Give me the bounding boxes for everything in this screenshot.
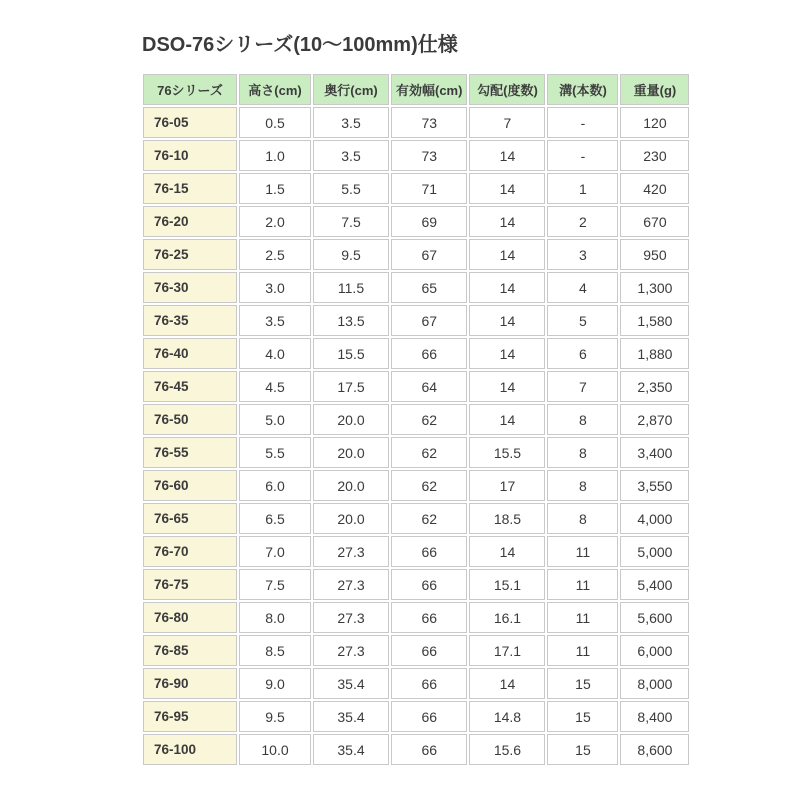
spec-cell: 27.3 — [313, 536, 389, 567]
table-row — [143, 140, 689, 171]
table-row — [143, 272, 689, 303]
column-header-2: 奥行(cm) — [313, 74, 389, 105]
spec-cell: 4.0 — [239, 338, 311, 369]
spec-cell: - — [547, 107, 618, 138]
spec-cell: 11 — [547, 635, 618, 666]
spec-cell: 9.0 — [239, 668, 311, 699]
spec-cell: 8 — [547, 503, 618, 534]
row-label: 76-80 — [143, 602, 237, 633]
spec-cell: 20.0 — [313, 404, 389, 435]
row-label: 76-40 — [143, 338, 237, 369]
spec-cell: 2,870 — [620, 404, 689, 435]
spec-cell: 230 — [620, 140, 689, 171]
spec-cell: 670 — [620, 206, 689, 237]
spec-cell: 11.5 — [313, 272, 389, 303]
table-row — [143, 404, 689, 435]
spec-cell: 3 — [547, 239, 618, 270]
row-label: 76-55 — [143, 437, 237, 468]
spec-cell: 7.5 — [313, 206, 389, 237]
header-row — [143, 74, 689, 105]
spec-cell: 17 — [469, 470, 545, 501]
row-label: 76-50 — [143, 404, 237, 435]
spec-cell: 27.3 — [313, 635, 389, 666]
spec-cell: 67 — [391, 239, 467, 270]
spec-cell: 35.4 — [313, 701, 389, 732]
row-label: 76-30 — [143, 272, 237, 303]
spec-cell: 8,400 — [620, 701, 689, 732]
spec-cell: 7 — [469, 107, 545, 138]
spec-cell: 2,350 — [620, 371, 689, 402]
spec-cell: 14 — [469, 206, 545, 237]
table-row — [143, 635, 689, 666]
spec-cell: 27.3 — [313, 602, 389, 633]
table-row — [143, 437, 689, 468]
row-label: 76-95 — [143, 701, 237, 732]
spec-cell: 8 — [547, 437, 618, 468]
spec-cell: 3.5 — [313, 107, 389, 138]
column-header-6: 重量(g) — [620, 74, 689, 105]
spec-cell: 14 — [469, 536, 545, 567]
spec-cell: 66 — [391, 734, 467, 765]
spec-cell: 17.5 — [313, 371, 389, 402]
spec-cell: 20.0 — [313, 470, 389, 501]
table-row — [143, 503, 689, 534]
column-header-1: 高さ(cm) — [239, 74, 311, 105]
spec-cell: 14 — [469, 272, 545, 303]
row-label: 76-45 — [143, 371, 237, 402]
spec-cell: 8,000 — [620, 668, 689, 699]
spec-cell: 8.5 — [239, 635, 311, 666]
spec-cell: 1,880 — [620, 338, 689, 369]
spec-cell: 17.1 — [469, 635, 545, 666]
spec-cell: 5,400 — [620, 569, 689, 600]
row-label: 76-20 — [143, 206, 237, 237]
spec-cell: 20.0 — [313, 437, 389, 468]
spec-cell: 8,600 — [620, 734, 689, 765]
row-label: 76-15 — [143, 173, 237, 204]
spec-cell: 16.1 — [469, 602, 545, 633]
spec-cell: 5.0 — [239, 404, 311, 435]
spec-cell: 4,000 — [620, 503, 689, 534]
spec-cell: 14 — [469, 239, 545, 270]
row-label: 76-70 — [143, 536, 237, 567]
spec-cell: 950 — [620, 239, 689, 270]
spec-cell: 1 — [547, 173, 618, 204]
spec-cell: 3,400 — [620, 437, 689, 468]
column-header-0: 76シリーズ — [143, 74, 237, 105]
row-label: 76-10 — [143, 140, 237, 171]
spec-cell: 15.5 — [313, 338, 389, 369]
spec-cell: 73 — [391, 140, 467, 171]
spec-cell: 27.3 — [313, 569, 389, 600]
spec-cell: 62 — [391, 404, 467, 435]
spec-cell: 14 — [469, 371, 545, 402]
spec-cell: 14 — [469, 668, 545, 699]
spec-cell: 66 — [391, 536, 467, 567]
spec-cell: 8 — [547, 470, 618, 501]
spec-cell: 3,550 — [620, 470, 689, 501]
table-row — [143, 701, 689, 732]
table-row — [143, 602, 689, 633]
spec-cell: 15.5 — [469, 437, 545, 468]
table-body — [143, 107, 689, 765]
table-row — [143, 239, 689, 270]
spec-cell: 5,000 — [620, 536, 689, 567]
spec-cell: 9.5 — [239, 701, 311, 732]
spec-cell: 18.5 — [469, 503, 545, 534]
spec-cell: 20.0 — [313, 503, 389, 534]
row-label: 76-90 — [143, 668, 237, 699]
spec-cell: 5,600 — [620, 602, 689, 633]
spec-cell: 35.4 — [313, 668, 389, 699]
spec-cell: 66 — [391, 602, 467, 633]
spec-table — [141, 72, 691, 767]
spec-cell: 3.0 — [239, 272, 311, 303]
spec-cell: 8 — [547, 404, 618, 435]
spec-cell: 15 — [547, 668, 618, 699]
spec-cell: 14.8 — [469, 701, 545, 732]
spec-cell: 7.5 — [239, 569, 311, 600]
spec-cell: 420 — [620, 173, 689, 204]
column-header-5: 溝(本数) — [547, 74, 618, 105]
spec-cell: 1,300 — [620, 272, 689, 303]
spec-cell: 67 — [391, 305, 467, 336]
row-label: 76-05 — [143, 107, 237, 138]
row-label: 76-25 — [143, 239, 237, 270]
table-row — [143, 206, 689, 237]
spec-cell: 2.0 — [239, 206, 311, 237]
spec-cell: 13.5 — [313, 305, 389, 336]
spec-cell: 1,580 — [620, 305, 689, 336]
spec-cell: 6.5 — [239, 503, 311, 534]
spec-cell: 15 — [547, 734, 618, 765]
spec-cell: 14 — [469, 140, 545, 171]
row-label: 76-65 — [143, 503, 237, 534]
spec-cell: 120 — [620, 107, 689, 138]
spec-cell: 62 — [391, 437, 467, 468]
spec-cell: 71 — [391, 173, 467, 204]
table-row — [143, 305, 689, 336]
row-label: 76-100 — [143, 734, 237, 765]
spec-cell: 6.0 — [239, 470, 311, 501]
spec-cell: 35.4 — [313, 734, 389, 765]
row-label: 76-75 — [143, 569, 237, 600]
spec-cell: 62 — [391, 503, 467, 534]
spec-cell: 11 — [547, 602, 618, 633]
column-header-4: 勾配(度数) — [469, 74, 545, 105]
spec-cell: 9.5 — [313, 239, 389, 270]
table-header — [143, 74, 689, 105]
spec-cell: 15.6 — [469, 734, 545, 765]
spec-cell: 2 — [547, 206, 618, 237]
spec-cell: 8.0 — [239, 602, 311, 633]
spec-cell: 73 — [391, 107, 467, 138]
table-row — [143, 371, 689, 402]
spec-cell: 6,000 — [620, 635, 689, 666]
table-row — [143, 470, 689, 501]
spec-cell: 7 — [547, 371, 618, 402]
table-row — [143, 536, 689, 567]
table-row — [143, 668, 689, 699]
spec-cell: 5 — [547, 305, 618, 336]
table-row — [143, 107, 689, 138]
spec-cell: 62 — [391, 470, 467, 501]
spec-cell: 4 — [547, 272, 618, 303]
spec-cell: 3.5 — [313, 140, 389, 171]
spec-cell: 14 — [469, 305, 545, 336]
spec-cell: 5.5 — [239, 437, 311, 468]
spec-cell: 7.0 — [239, 536, 311, 567]
spec-cell: 14 — [469, 338, 545, 369]
spec-cell: 66 — [391, 668, 467, 699]
column-header-3: 有効幅(cm) — [391, 74, 467, 105]
spec-cell: 5.5 — [313, 173, 389, 204]
spec-cell: 2.5 — [239, 239, 311, 270]
spec-cell: 11 — [547, 536, 618, 567]
spec-cell: 1.0 — [239, 140, 311, 171]
spec-cell: 15 — [547, 701, 618, 732]
spec-cell: 1.5 — [239, 173, 311, 204]
spec-cell: 3.5 — [239, 305, 311, 336]
spec-cell: 4.5 — [239, 371, 311, 402]
row-label: 76-35 — [143, 305, 237, 336]
spec-cell: 14 — [469, 404, 545, 435]
table-row — [143, 734, 689, 765]
spec-cell: 0.5 — [239, 107, 311, 138]
spec-cell: 15.1 — [469, 569, 545, 600]
spec-cell: 11 — [547, 569, 618, 600]
spec-cell: 10.0 — [239, 734, 311, 765]
spec-cell: 65 — [391, 272, 467, 303]
spec-cell: 14 — [469, 173, 545, 204]
table-row — [143, 173, 689, 204]
spec-cell: 66 — [391, 701, 467, 732]
page-title: DSO-76シリーズ(10〜100mm)仕様 — [142, 34, 458, 56]
row-label: 76-85 — [143, 635, 237, 666]
spec-cell: 66 — [391, 569, 467, 600]
spec-cell: - — [547, 140, 618, 171]
spec-cell: 6 — [547, 338, 618, 369]
spec-cell: 66 — [391, 635, 467, 666]
spec-cell: 69 — [391, 206, 467, 237]
table-row — [143, 569, 689, 600]
spec-cell: 66 — [391, 338, 467, 369]
row-label: 76-60 — [143, 470, 237, 501]
table-row — [143, 338, 689, 369]
spec-cell: 64 — [391, 371, 467, 402]
